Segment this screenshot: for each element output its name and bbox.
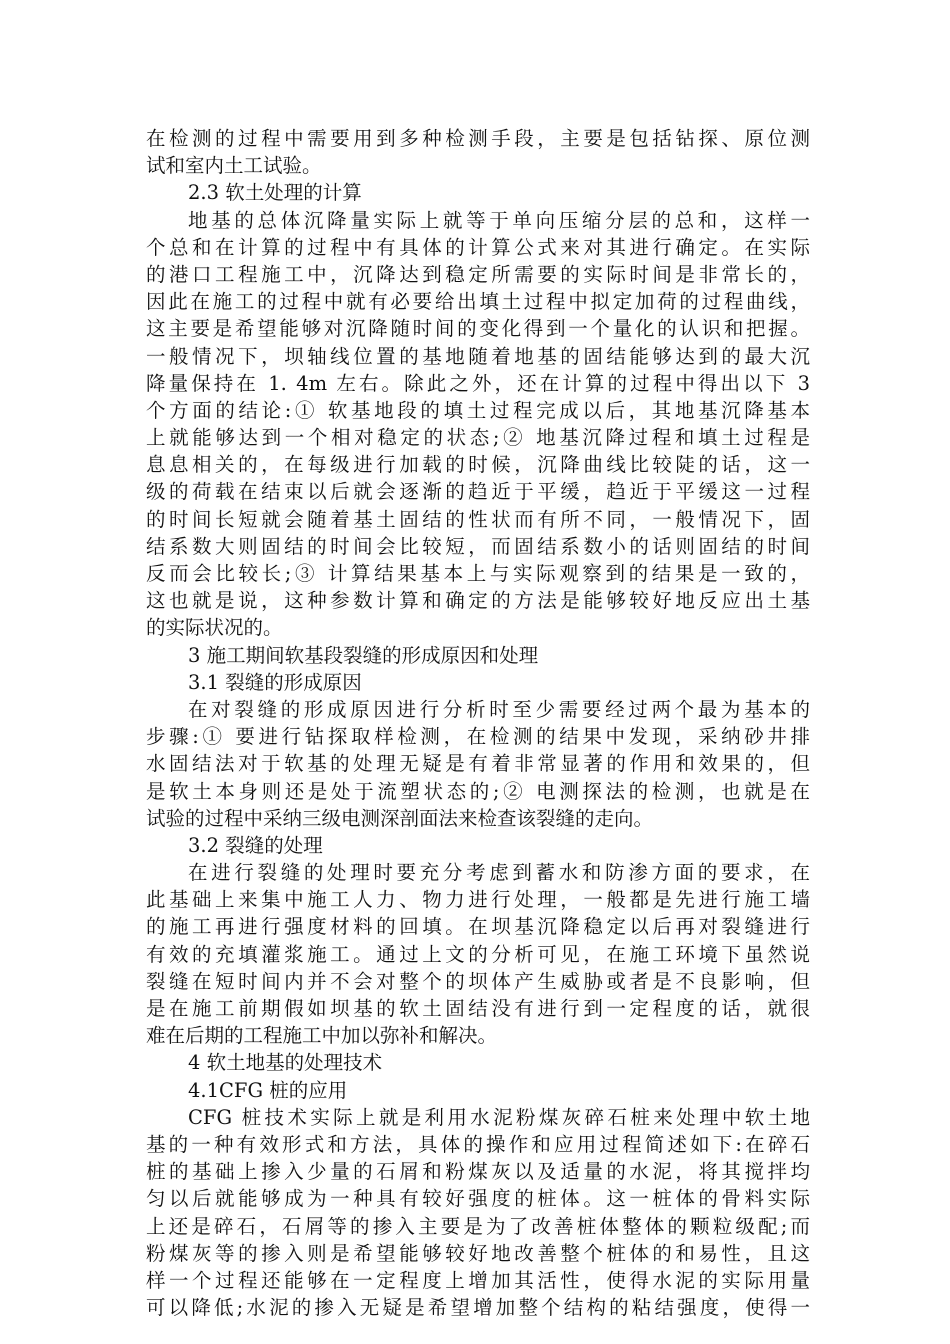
paragraph-line: 步骤:① 要进行钻探取样检测，在检测的结果中发现，采纳砂井排 — [146, 725, 810, 749]
paragraph-line: 匀以后就能够成为一种具有较好强度的桩体。这一桩体的骨料实际 — [146, 1187, 810, 1211]
paragraph-line: 一般情况下，坝轴线位置的基地随着地基的固结能够达到的最大沉 — [146, 344, 810, 368]
paragraph-line-indented: 3 施工期间软基段裂缝的形成原因和处理 — [188, 643, 539, 667]
paragraph-line-indented: 地基的总体沉降量实际上就等于单向压缩分层的总和，这样一 — [188, 208, 810, 232]
paragraph-line: 的实际状况的。 — [146, 616, 283, 640]
paragraph-line-indented: 3.1 裂缝的形成原因 — [188, 670, 362, 694]
paragraph-line: 反而会比较长;③ 计算结果基本上与实际观察到的结果是一致的， — [146, 562, 810, 585]
paragraph-line-indented: 在进行裂缝的处理时要充分考虑到蓄水和防渗方面的要求，在 — [188, 861, 810, 885]
paragraph-line-indented: 4.1CFG 桩的应用 — [188, 1078, 348, 1102]
paragraph-line: 桩的基础上掺入少量的石屑和粉煤灰以及适量的水泥，将其搅拌均 — [146, 1160, 810, 1184]
paragraph-line: 试和室内土工试验。 — [146, 154, 322, 178]
paragraph-line: 裂缝在短时间内并不会对整个的坝体产生威胁或者是不良影响，但 — [146, 969, 810, 993]
paragraph-line: 有效的充填灌浆施工。通过上文的分析可见，在施工环境下虽然说 — [146, 942, 810, 966]
paragraph-line: 此基础上来集中施工人力、物力进行处理，一般都是先进行施工墙 — [146, 888, 810, 912]
paragraph-line: 是在施工前期假如坝基的软土固结没有进行到一定程度的话，就很 — [146, 997, 810, 1020]
paragraph-line: 的时间长短就会随着基土固结的性状而有所不同，一般情况下，固 — [146, 507, 810, 531]
paragraph-line: 的港口工程施工中，沉降达到稳定所需要的实际时间是非常长的， — [146, 262, 810, 286]
paragraph-line: 在检测的过程中需要用到多种检测手段，主要是包括钻探、原位测 — [146, 127, 810, 150]
paragraph-line: 结系数大则固结的时间会比较短，而固结系数小的话则固结的时间 — [146, 534, 810, 558]
paragraph-line: 基的一种有效形式和方法，具体的操作和应用过程简述如下:在碎石 — [146, 1132, 810, 1156]
paragraph-line-indented: 3.2 裂缝的处理 — [188, 833, 323, 857]
paragraph-line: 的施工再进行强度材料的回填。在坝基沉降稳定以后再对裂缝进行 — [146, 915, 810, 939]
paragraph-line: 试验的过程中采纳三级电测深剖面法来检查该裂缝的走向。 — [146, 806, 654, 830]
paragraph-line: 难在后期的工程施工中加以弥补和解决。 — [146, 1024, 498, 1048]
paragraph-line: 息息相关的，在每级进行加载的时候，沉降曲线比较陡的话，这一 — [146, 453, 810, 477]
paragraph-line: 个总和在计算的过程中有具体的计算公式来对其进行确定。在实际 — [146, 235, 810, 259]
paragraph-line-indented: 4 软土地基的处理技术 — [188, 1051, 383, 1075]
paragraph-line-indented: CFG 桩技术实际上就是利用水泥粉煤灰碎石桩来处理中软土地 — [188, 1105, 810, 1129]
paragraph-line-indented: 2.3 软土处理的计算 — [188, 181, 362, 205]
paragraph-line: 可以降低;水泥的掺入无疑是希望增加整个结构的粘结强度，使得一 — [146, 1296, 810, 1320]
paragraph-line-indented: 在对裂缝的形成原因进行分析时至少需要经过两个最为基本的 — [188, 697, 810, 721]
paragraph-line: 这也就是说，这种参数计算和确定的方法是能够较好地反应出土基 — [146, 589, 810, 613]
paragraph-line: 粉煤灰等的掺入则是希望能够较好地改善整个桩体的和易性，且这 — [146, 1241, 810, 1265]
paragraph-line: 个方面的结论:① 软基地段的填土过程完成以后，其地基沉降基本 — [146, 398, 810, 422]
paragraph-line: 级的荷载在结束以后就会逐渐的趋近于平缓，趋近于平缓这一过程 — [146, 480, 810, 504]
paragraph-line: 降量保持在 1. 4m 左右。除此之外，还在计算的过程中得出以下 3 — [146, 371, 810, 395]
body-text — [146, 125, 810, 1321]
paragraph-line: 上就能够达到一个相对稳定的状态;② 地基沉降过程和填土过程是 — [146, 426, 810, 450]
paragraph-line: 这主要是希望能够对沉降随时间的变化得到一个量化的认识和把握。 — [146, 317, 810, 341]
paragraph-line: 因此在施工的过程中就有必要给出填土过程中拟定加荷的过程曲线， — [146, 290, 810, 314]
paragraph-line: 上还是碎石，石屑等的掺入主要是为了改善桩体整体的颗粒级配;而 — [146, 1214, 810, 1238]
paragraph-line: 水固结法对于软基的处理无疑是有着非常显著的作用和效果的，但 — [146, 752, 810, 776]
paragraph-line: 是软土本身则还是处于流塑状态的;② 电测探法的检测，也就是在 — [146, 779, 810, 803]
paragraph-line: 样一个过程还能够在一定程度上增加其活性，使得水泥的实际用量 — [146, 1268, 810, 1292]
